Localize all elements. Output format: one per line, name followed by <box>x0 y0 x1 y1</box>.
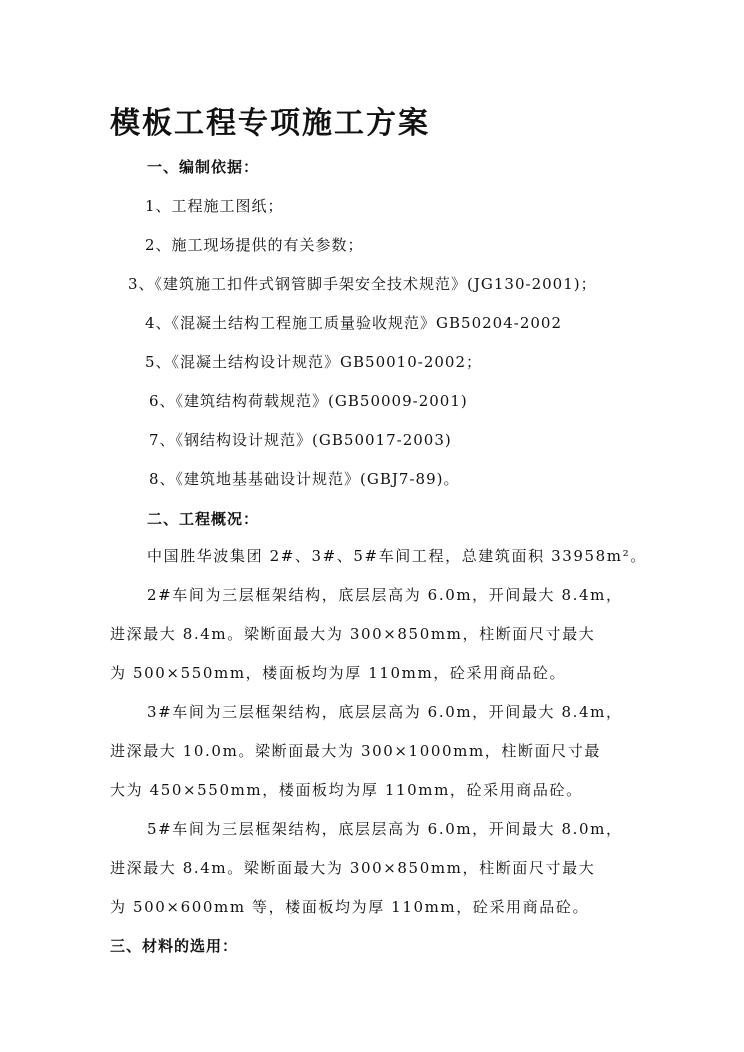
basis-item: 4、《混凝土结构工程施工质量验收规范》GB50204-2002 <box>145 314 563 332</box>
basis-item: 3、《建筑施工扣件式钢管脚手架安全技术规范》(JG130-2001)； <box>128 275 597 293</box>
workshop3-line: 3#车间为三层框架结构，底层层高为 6.0m，开间最大 8.4m， <box>147 703 623 721</box>
workshop3-line: 大为 450×550mm，楼面板均为厚 110mm，砼采用商品砼。 <box>110 781 583 799</box>
basis-item: 5、《混凝土结构设计规范》GB50010-2002； <box>145 353 483 371</box>
section-heading-materials: 三、材料的选用： <box>110 937 239 955</box>
basis-item: 2、施工现场提供的有关参数； <box>145 236 364 254</box>
workshop5-line: 为 500×600mm 等，楼面板均为厚 110mm，砼采用商品砼。 <box>110 898 590 916</box>
workshop2-line: 为 500×550mm，楼面板均为厚 110mm，砼采用商品砼。 <box>110 664 567 682</box>
basis-item: 6、《建筑结构荷载规范》(GB50009-2001) <box>149 392 468 410</box>
basis-item: 7、《钢结构设计规范》(GB50017-2003) <box>149 431 452 449</box>
workshop2-line: 2#车间为三层框架结构，底层层高为 6.0m，开间最大 8.4m， <box>147 586 623 604</box>
basis-item: 1、工程施工图纸； <box>145 197 284 215</box>
workshop2-line: 进深最大 8.4m。梁断面最大为 300×850mm，柱断面尺寸最大 <box>110 625 596 643</box>
section-heading-overview: 二、工程概况： <box>147 510 260 528</box>
basis-item: 8、《建筑地基基础设计规范》(GBJ7-89)。 <box>149 470 460 488</box>
workshop5-line: 进深最大 8.4m。梁断面最大为 300×850mm，柱断面尺寸最大 <box>110 859 596 877</box>
section-heading-basis: 一、编制依据： <box>147 158 260 176</box>
document-title: 模板工程专项施工方案 <box>110 106 430 141</box>
workshop5-line: 5#车间为三层框架结构，底层层高为 6.0m，开间最大 8.0m， <box>147 820 623 838</box>
workshop3-line: 进深最大 10.0m。梁断面最大为 300×1000mm，柱断面尺寸最 <box>110 742 601 760</box>
overview-intro: 中国胜华波集团 2#、3#、5#车间工程，总建筑面积 33958m²。 <box>147 547 647 565</box>
